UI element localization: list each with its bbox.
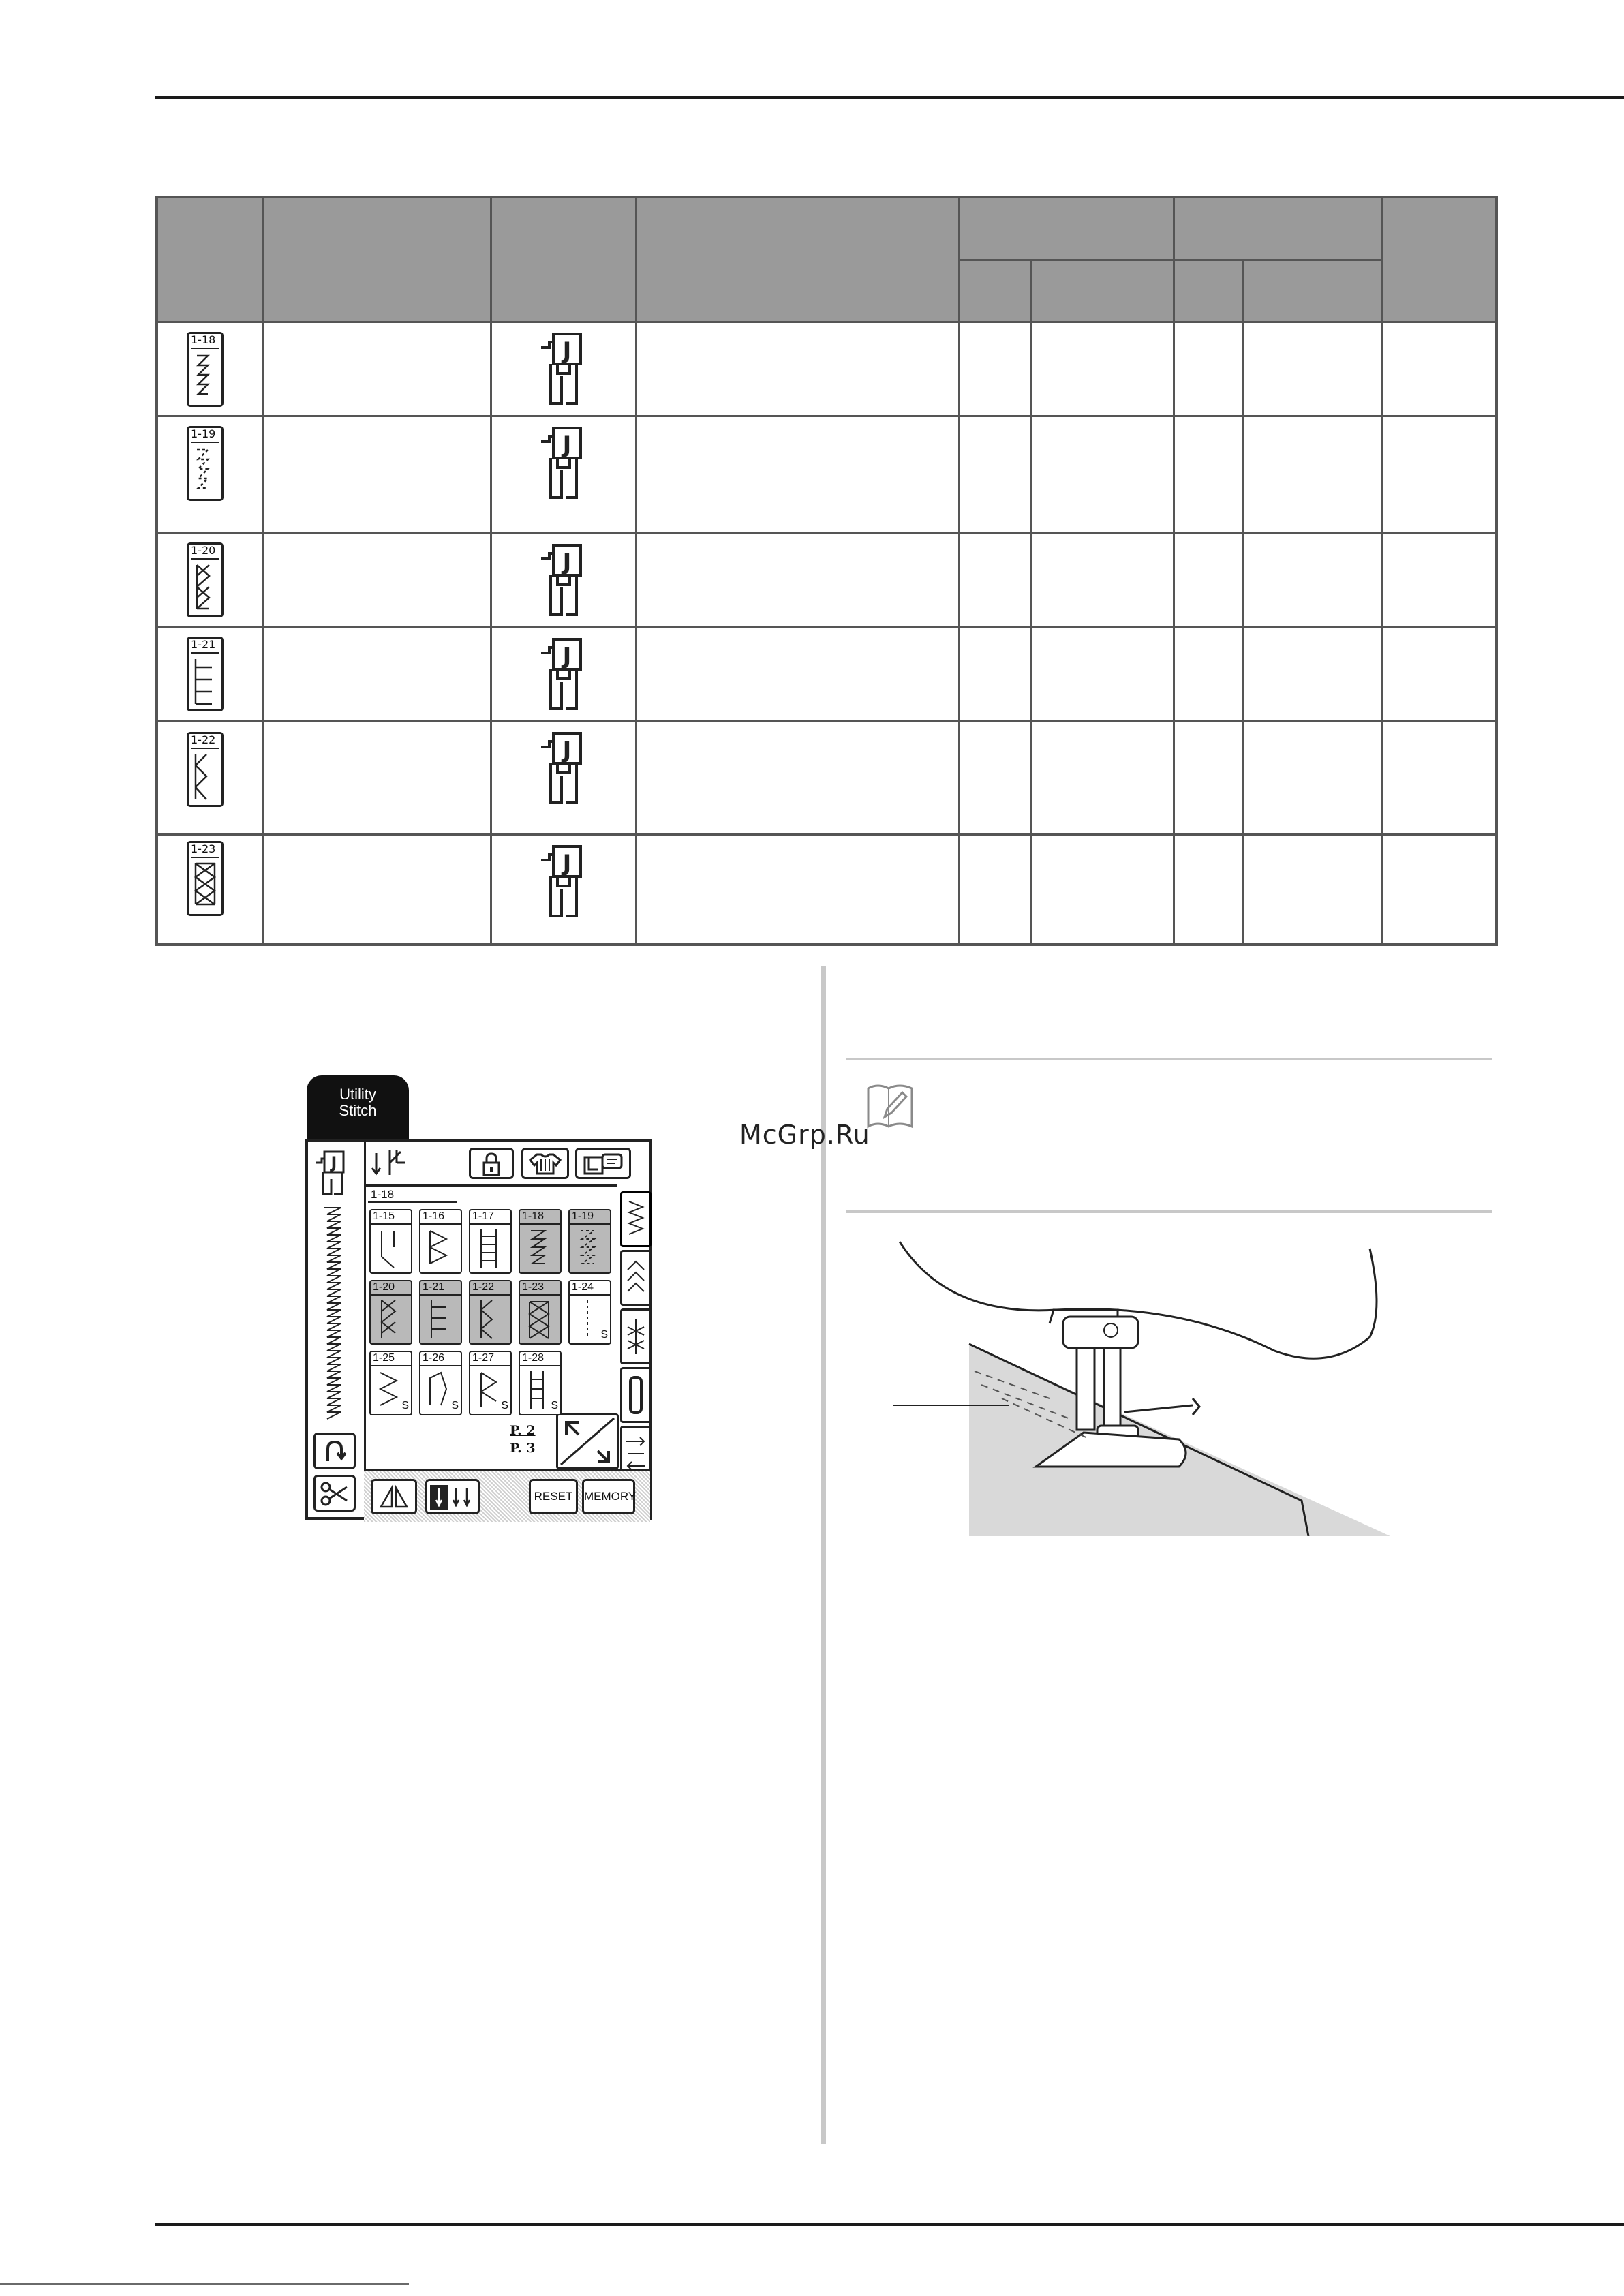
stitch-cell-1-25[interactable] xyxy=(369,1351,412,1415)
stitch-pattern-icon xyxy=(477,1298,504,1343)
presser-foot-j-icon xyxy=(534,841,593,921)
stitch-preview xyxy=(320,1205,348,1424)
watermark: McGrp.Ru xyxy=(739,1120,870,1150)
star-category-icon xyxy=(622,1311,649,1362)
stitch-pattern-icon xyxy=(577,1298,604,1343)
stitch-cell-1-28[interactable] xyxy=(519,1351,562,1415)
stitch-cell-code: 1-24 xyxy=(572,1281,594,1293)
category-tab-4[interactable] xyxy=(620,1367,652,1423)
svg-text:J: J xyxy=(562,431,572,459)
presser-foot-j-icon xyxy=(534,634,593,714)
shirt-icon xyxy=(527,1152,563,1176)
stitch-pattern-icon xyxy=(427,1298,455,1343)
stitch-cell-code: 1-27 xyxy=(472,1352,495,1364)
mirror-button[interactable] xyxy=(371,1479,417,1514)
stitch-icon-1-18 xyxy=(187,332,224,407)
bottom-strip xyxy=(0,2283,409,2285)
stitch-pattern-icon xyxy=(477,1368,504,1413)
svg-text:J: J xyxy=(562,850,572,877)
stitch-table xyxy=(155,196,1498,946)
presser-foot-j-icon xyxy=(313,1149,354,1197)
stitch-icon-1-22 xyxy=(187,732,224,807)
stitch-pattern-icon xyxy=(477,1227,504,1272)
stitch-cell-code: 1-26 xyxy=(423,1352,445,1364)
stitch-pattern-icon xyxy=(427,1368,455,1413)
page-arrows-button[interactable] xyxy=(556,1413,619,1469)
utility-stitch-tab[interactable] xyxy=(307,1075,409,1141)
memory-button[interactable]: MEMORY xyxy=(582,1479,635,1514)
table-row xyxy=(158,323,1495,415)
stitch-code: 1-19 xyxy=(191,427,216,440)
stitch-cell-code: 1-25 xyxy=(373,1352,395,1364)
current-code-underline xyxy=(368,1201,457,1203)
stitch-cell-suffix: S xyxy=(401,1400,409,1411)
help-button[interactable] xyxy=(575,1148,631,1179)
stitch-icon-1-21 xyxy=(187,637,224,711)
stitch-pattern-icon xyxy=(378,1368,405,1413)
stitch-cell-1-21[interactable] xyxy=(419,1280,462,1345)
stitch-cell-1-15[interactable] xyxy=(369,1209,412,1274)
reset-button[interactable]: RESET xyxy=(529,1479,578,1514)
svg-text:J: J xyxy=(562,549,572,576)
stitch-pattern-icon xyxy=(527,1227,554,1272)
stitch-cell-1-20[interactable] xyxy=(369,1280,412,1345)
lock-icon xyxy=(481,1152,502,1176)
stitch-cell-1-19[interactable] xyxy=(568,1209,611,1274)
lcd-panel xyxy=(305,1139,652,1520)
stitch-cell-code: 1-22 xyxy=(472,1281,495,1293)
memo-pencil-icon xyxy=(864,1079,916,1131)
category-tab-1[interactable] xyxy=(620,1191,652,1247)
category-tab-2[interactable] xyxy=(620,1250,652,1306)
bottom-rule xyxy=(155,2223,1624,2226)
stitch-cell-code: 1-20 xyxy=(373,1281,395,1293)
stitch-code: 1-18 xyxy=(191,333,216,346)
stitch-cell-code: 1-17 xyxy=(472,1210,495,1222)
stitch-code: 1-23 xyxy=(191,842,216,855)
stitch-cell-1-16[interactable] xyxy=(419,1209,462,1274)
scissors-button[interactable] xyxy=(313,1475,356,1512)
stitch-cell-code: 1-16 xyxy=(423,1210,445,1222)
reverse-icon xyxy=(321,1438,348,1465)
stitch-pattern-icon xyxy=(427,1227,455,1272)
stitch-pattern-icon xyxy=(577,1227,604,1272)
stitch-icon-1-20 xyxy=(187,542,224,617)
buttonhole-category-icon xyxy=(622,1369,649,1421)
top-rule xyxy=(155,96,1624,99)
stitch-cell-code: 1-19 xyxy=(572,1210,594,1222)
stitch-cell-code: 1-21 xyxy=(423,1281,445,1293)
svg-text:J: J xyxy=(562,337,572,365)
presser-foot-j-icon xyxy=(534,728,593,808)
page-indicator xyxy=(510,1422,551,1457)
presser-foot-illustration xyxy=(893,1235,1390,1536)
svg-text:J: J xyxy=(562,737,572,764)
stitch-cell-code: 1-23 xyxy=(522,1281,545,1293)
page-current: P. 2 xyxy=(510,1423,536,1438)
stitch-cell-1-27[interactable] xyxy=(469,1351,512,1415)
arrow-category-icon xyxy=(622,1252,649,1304)
svg-text:J: J xyxy=(331,1153,337,1172)
tab-label-line2: Stitch xyxy=(339,1102,377,1119)
table-row xyxy=(158,534,1495,626)
stitch-cell-code: 1-28 xyxy=(522,1352,545,1364)
stitch-code: 1-20 xyxy=(191,544,216,557)
needle-mode-button[interactable] xyxy=(425,1479,480,1514)
scissors-icon xyxy=(320,1480,350,1507)
stitch-icon-1-23 xyxy=(187,841,224,916)
stitch-code: 1-22 xyxy=(191,733,216,746)
presser-foot-j-icon xyxy=(534,540,593,620)
tab-label-line1: Utility xyxy=(339,1086,376,1103)
lcd-sidebar xyxy=(308,1142,366,1517)
stitch-cell-suffix: S xyxy=(600,1329,608,1341)
svg-text:J: J xyxy=(562,643,572,670)
stitch-cell-1-23[interactable] xyxy=(519,1280,562,1345)
settings-button[interactable] xyxy=(521,1148,569,1179)
stitch-cell-suffix: S xyxy=(451,1400,459,1411)
stitch-icon-1-19 xyxy=(187,426,224,501)
zigzag-category-icon xyxy=(622,1193,649,1245)
stitch-cell-1-17[interactable] xyxy=(469,1209,512,1274)
page-arrows-icon xyxy=(558,1415,617,1467)
stitch-cell-1-22[interactable] xyxy=(469,1280,512,1345)
stitch-cell-suffix: S xyxy=(501,1400,508,1411)
current-stitch-code: 1-18 xyxy=(371,1188,395,1201)
single-twin-needle-icon xyxy=(429,1484,476,1511)
stitch-cell-code: 1-15 xyxy=(373,1210,395,1222)
stitch-cell-1-24[interactable] xyxy=(568,1280,611,1345)
lock-button[interactable] xyxy=(469,1148,514,1179)
reverse-button[interactable] xyxy=(313,1433,356,1469)
stitch-cell-1-26[interactable] xyxy=(419,1351,462,1415)
stitch-pattern-icon xyxy=(527,1368,554,1413)
book-icon xyxy=(582,1152,624,1176)
table-row xyxy=(158,722,1495,833)
table-row xyxy=(158,628,1495,720)
stitch-code: 1-21 xyxy=(191,638,216,651)
stitch-cell-suffix: S xyxy=(551,1400,558,1411)
table-row xyxy=(158,836,1495,946)
needle-position-icon xyxy=(369,1148,408,1178)
table-row xyxy=(158,417,1495,532)
stitch-pattern-icon xyxy=(378,1298,405,1343)
stitch-pattern-icon xyxy=(378,1227,405,1272)
memo-rule-top xyxy=(846,1058,1492,1060)
category-tab-3[interactable] xyxy=(620,1308,652,1364)
page-total: P. 3 xyxy=(510,1441,536,1456)
stitch-pattern-icon xyxy=(527,1298,554,1343)
presser-foot-j-icon xyxy=(534,328,593,409)
stitch-cell-code: 1-18 xyxy=(522,1210,545,1222)
stitch-cell-1-18[interactable] xyxy=(519,1209,562,1274)
presser-foot-j-icon xyxy=(534,423,593,503)
memo-rule-bottom xyxy=(846,1210,1492,1213)
mirror-icon xyxy=(377,1484,411,1511)
